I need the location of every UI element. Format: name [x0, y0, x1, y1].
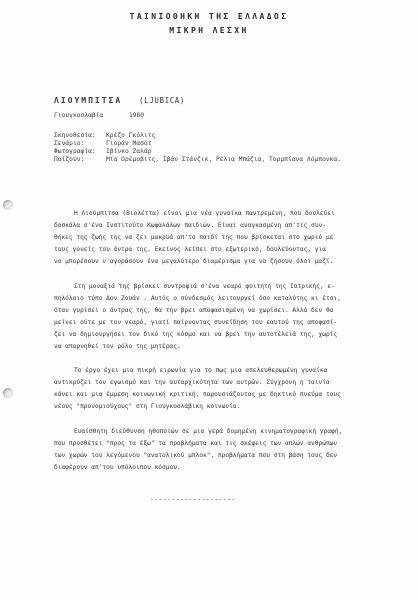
text-line: πηλόλαιο τύπο Δον Ζουάν . Αυτός ο σύνδεσμός λειτουργεί όσο καταλύτης κι έτσι, — [54, 295, 341, 302]
punch-hole — [3, 388, 13, 398]
credit-label: Παίζουν: — [54, 156, 85, 163]
text-line: που προσθέτει "προς τα έξω" τα προβλήματα και τις σκέψεις των απλών ανθρώπων — [54, 440, 338, 447]
text-line: νέους "προνομιούχους" στη Γιουγκοσλάβικη κοινωνία. — [54, 403, 241, 410]
header-archive-name: ΤΑΙΝΙΟΘΗΚΗ ΤΗΣ ΕΛΛΑΔΟΣ — [129, 12, 289, 21]
text-line: Το έργο έχει μια πικρή ειρωνία για το πως μια απελευθερωμένη γυναίκα — [74, 367, 328, 374]
end-divider: -------------------- — [150, 496, 236, 503]
credit-value: Μία Ορέμοβιτς, Ιβάν Στάνζικ, Ρέλια Μπάζια, Τορμπίανα Λόμπονκα. — [106, 156, 342, 163]
credits-block — [54, 132, 341, 164]
header-club-name: ΜΙΚΡΗ ΛΕΣΧΗ — [169, 26, 249, 35]
credit-value: Γιοράν Μασότ — [106, 140, 152, 147]
text-line: τους γονείς του άντρα της. Εκείνος λείπει στο εξωτερικό, δουλεύοντας, για — [54, 246, 326, 253]
film-country: Γιουγκοσλαβία — [54, 112, 104, 119]
country-year-line — [54, 112, 144, 120]
credit-director — [54, 132, 341, 140]
text-line: των χωρών του λεγόμενου "ανατολικού μπλοκ", προβλήματα που στη βάση τους δεν — [54, 452, 338, 459]
text-line: ζει να δημιουργήσει τον δικό της κόσμο και να βρει την αυτοτέλειά της, χωρίς — [54, 331, 338, 338]
text-line: μείνει ούτε με τον νεαρό, γιατί παίρνοντας συνείδηση του εαυτού της αποφασί- — [54, 319, 338, 326]
credit-value: Ιβίνκο Ζαλάρ — [106, 148, 152, 155]
direction-paragraph — [54, 426, 342, 474]
credit-writer — [54, 140, 341, 148]
text-line: κάνει και μια έμμεση κοινωνική κριτική, παρουσιάζοντας με δηκτικό πνεύμα τους — [54, 391, 341, 398]
credit-label: Σενάριο: — [54, 140, 85, 147]
synopsis-paragraph-1 — [54, 208, 335, 268]
text-line: όταν γυρίσει ο άντρας της, θα την βρει αποφασισμένη να χωρίσει. Αλλά δεν θα — [54, 307, 334, 314]
credit-label: Φωτογραφία: — [54, 148, 96, 155]
text-line: διαφέρουν απ'του υπόλοιπου κόσμου. — [54, 464, 181, 471]
film-title-line — [54, 96, 185, 105]
punch-hole — [3, 200, 13, 210]
text-line: δασκάλα σ'ένα Ινστιτούτο Κωφαλάλων παιδιών. Είναι αναγκασμένη απ'τις συν- — [54, 222, 326, 229]
critique-paragraph — [54, 365, 341, 413]
credit-photography — [54, 148, 341, 156]
text-line: Η Λιούμπιτσα (Βιολέττα) είναι μια νέα γυναίκα παντρεμένη, που δουλεύει — [74, 210, 335, 217]
film-year: 1980 — [128, 112, 145, 119]
credit-label: Σκηνοθεσία: — [54, 132, 96, 139]
credit-cast — [54, 156, 341, 164]
film-title: ΛΙΟΥΜΠΙΤΣΑ — [54, 96, 123, 105]
text-line: αντικρύζει τον εγωισμό και την αυταρχικότητα των αντρών. Σύγχρονη η ταινία — [54, 379, 330, 386]
text-line: να απαρνηθεί τον ρόλο της μητέρας. — [54, 343, 181, 350]
text-line: να μπορέσουν ν'αγοράσουν ένα μεγαλύτερο διαμέρισμα για να ζήσουν όλοι μαζί. — [54, 258, 334, 265]
credit-value: Κρέζο Γκόλιτς — [106, 132, 156, 139]
text-line: θήκες της ζωής της να ζει μακρυά απ'το παιδί της που βρίσκεται στο χωριό με — [54, 234, 334, 241]
text-line: Στη μοναξιά της βρίσκει συντροφιά σ'ένα νεαρό φοιτητή της Ιατρικής, ε- — [74, 283, 335, 290]
film-original-title: (LJUBICA) — [139, 96, 186, 105]
synopsis-paragraph-2 — [54, 281, 341, 353]
text-line: Ευαίσθητη διεύθυνση ηθοποιών σε μια γερά δομημένη κινηματογραφική γραφή, — [74, 428, 343, 435]
